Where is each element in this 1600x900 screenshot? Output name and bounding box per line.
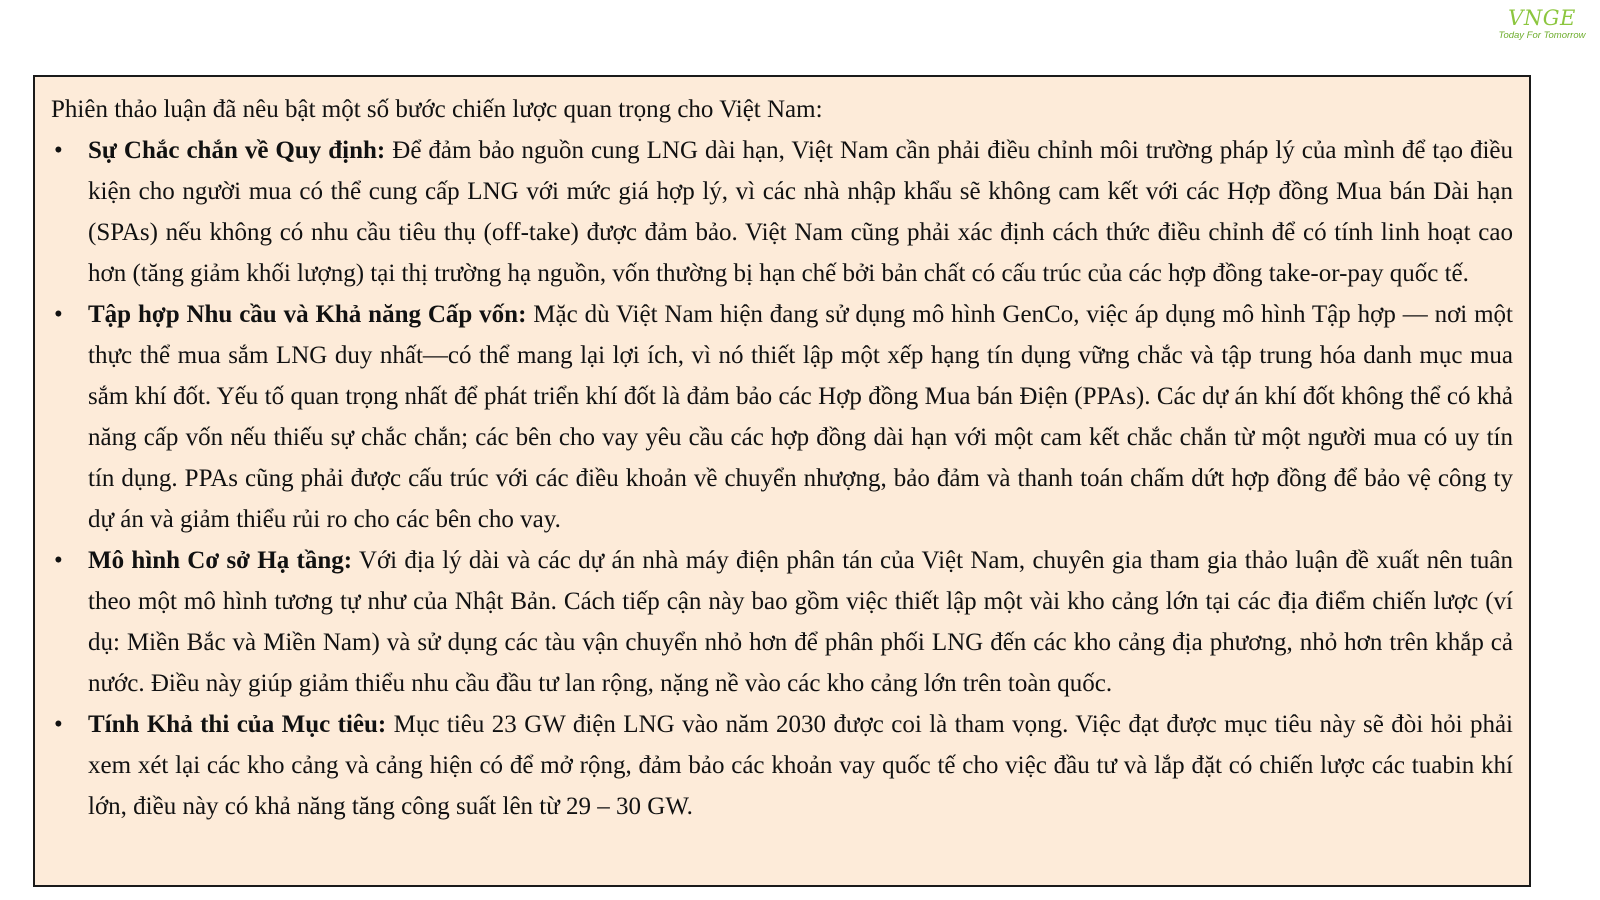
bullet-title: Tập hợp Nhu cầu và Khả năng Cấp vốn: [88, 301, 527, 328]
bullet-text: Với địa lý dài và các dự án nhà máy điện phân tán của Việt Nam, chuyên gia tham gia thảo luận đề xuất nên tuân theo một mô hình tương tự như của Nhật Bản. Cách tiếp cận này bao gồm việc thiết lập một vài kho cảng lớn tại các địa điểm chiến lược (ví dụ: Miền Bắc và Miền Nam) và sử dụng các tàu vận chuyển nhỏ hơn để phân phối LNG đến các kho cảng địa phương, nhỏ hơn trên khắp cả nước. Điều này giúp giảm thiểu nhu cầu đầu tư lan rộng, nặng nề vào các kho cảng lớn trên toàn quốc. [88, 547, 1513, 697]
intro-text: Phiên thảo luận đã nêu bật một số bước chiến lược quan trọng cho Việt Nam: [51, 96, 823, 123]
bullet-text: Để đảm bảo nguồn cung LNG dài hạn, Việt Nam cần phải điều chỉnh môi trường pháp lý của mình để tạo điều kiện cho người mua có thể cung cấp LNG với mức giá hợp lý, vì các nhà nhập khẩu sẽ không cam kết với các Hợp đồng Mua bán Dài hạn (SPAs) nếu không có nhu cầu tiêu thụ (off-take) được đảm bảo. Việt Nam cũng phải xác định cách thức điều chỉnh để có tính linh hoạt cao hơn (tăng giảm khối lượng) tại thị trường hạ nguồn, vốn thường bị hạn chế bởi bản chất có cấu trúc của các hợp đồng take-or-pay quốc tế. [88, 137, 1514, 287]
logo-tagline: Today For Tomorrow [1498, 30, 1586, 41]
logo-mark: VNGE [1508, 6, 1576, 30]
bullet-icon: • [54, 137, 63, 164]
bullet-text: Mặc dù Việt Nam hiện đang sử dụng mô hình GenCo, việc áp dụng mô hình Tập hợp — nơi một thực thể mua sắm LNG duy nhất—có thể mang lại lợi ích, vì nó thiết lập một xếp hạng tín dụng vững chắc và tập trung hóa danh mục mua sắm khí đốt. Yếu tố quan trọng nhất để phát triển khí đốt là đảm bảo các Hợp đồng Mua bán Điện (PPAs). Các dự án khí đốt không thể có khả năng cấp vốn nếu thiếu sự chắc chắn; các bên cho vay yêu cầu các hợp đồng dài hạn với một cam kết chắc chắn từ một người mua có uy tín tín dụng. PPAs cũng phải được cấu trúc với các điều khoản về chuyển nhượng, bảo đảm và thanh toán chấm dứt hợp đồng để bảo vệ công ty dự án và giảm thiểu rủi ro cho các bên cho vay. [88, 301, 1514, 533]
bullet-icon: • [54, 301, 63, 328]
bullet-item-infrastructure-model [51, 540, 1513, 704]
bullet-icon: • [54, 711, 63, 738]
content-panel [33, 75, 1531, 887]
vnge-logo [1494, 6, 1590, 56]
bullet-item-demand-aggregation [51, 294, 1513, 540]
bullet-item-regulatory-certainty [51, 130, 1513, 294]
bullet-title: Tính Khả thi của Mục tiêu: [88, 711, 387, 738]
bullet-title: Sự Chắc chắn về Quy định: [88, 137, 386, 164]
bullet-text: Mục tiêu 23 GW điện LNG vào năm 2030 được coi là tham vọng. Việc đạt được mục tiêu này sẽ đòi hỏi phải xem xét lại các kho cảng và cảng hiện có để mở rộng, đảm bảo các khoản vay quốc tế cho việc đầu tư và lắp đặt có chiến lược các tuabin khí lớn, điều này có khả năng tăng công suất lên từ 29 – 30 GW. [88, 711, 1514, 820]
bullet-title: Mô hình Cơ sở Hạ tầng: [88, 547, 353, 574]
bullet-list [51, 130, 1513, 827]
bullet-icon: • [54, 547, 63, 574]
bullet-item-target-feasibility [51, 704, 1513, 827]
